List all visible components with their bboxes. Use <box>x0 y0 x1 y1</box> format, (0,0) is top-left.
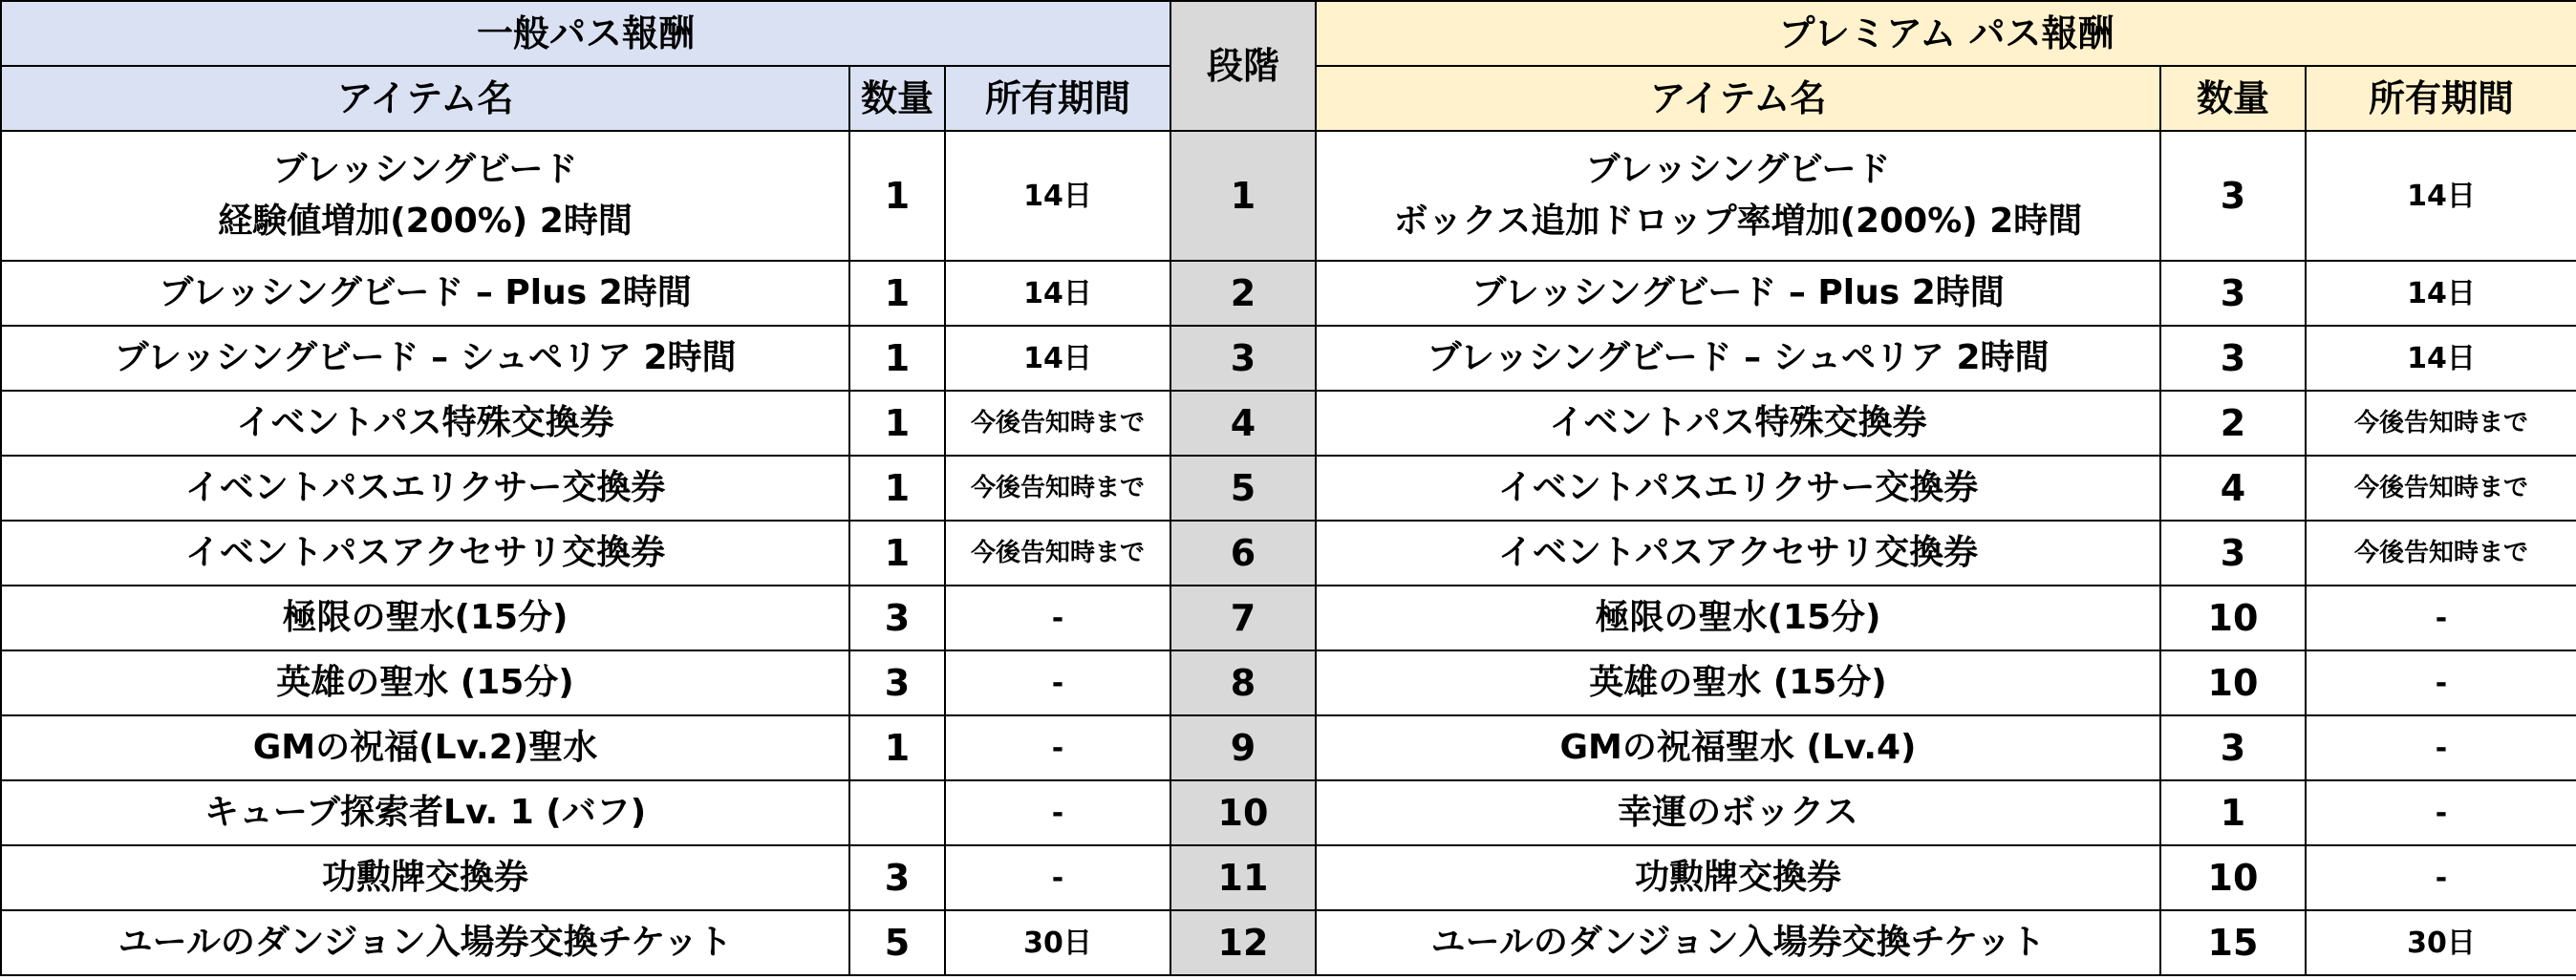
premium-col-qty: 数量 <box>2160 66 2306 131</box>
table-row <box>1 326 2576 391</box>
premium-quantity: 10 <box>2160 845 2306 910</box>
premium-period: 14日 <box>2306 261 2576 326</box>
premium-item-name <box>1316 131 2160 261</box>
general-period: 14日 <box>945 131 1170 261</box>
item-name-line1: ブレッシングビード <box>272 150 578 189</box>
general-quantity: 3 <box>849 586 945 650</box>
premium-quantity: 10 <box>2160 586 2306 650</box>
header-row-titles <box>1 1 2576 66</box>
table-row <box>1 521 2576 586</box>
premium-period: 今後告知時まで <box>2306 456 2576 521</box>
general-item-name: GMの祝福(Lv.2)聖水 <box>1 715 849 780</box>
stage-number: 7 <box>1170 586 1316 650</box>
table-row <box>1 715 2576 780</box>
general-item-name: 英雄の聖水 (15分) <box>1 650 849 715</box>
general-period: - <box>945 780 1170 845</box>
item-name-line2: ボックス追加ドロップ率増加(200%) 2時間 <box>1393 202 2083 241</box>
premium-item-name: 功勲牌交換券 <box>1316 845 2160 910</box>
stage-number: 2 <box>1170 261 1316 326</box>
table-row <box>1 650 2576 715</box>
premium-period: - <box>2306 845 2576 910</box>
general-period: 今後告知時まで <box>945 456 1170 521</box>
general-quantity: 1 <box>849 391 945 456</box>
general-item-name <box>1 131 849 261</box>
stage-number: 4 <box>1170 391 1316 456</box>
premium-quantity: 15 <box>2160 910 2306 975</box>
stage-number: 11 <box>1170 845 1316 910</box>
general-quantity: 1 <box>849 521 945 586</box>
general-quantity: 1 <box>849 715 945 780</box>
premium-quantity: 4 <box>2160 456 2306 521</box>
premium-quantity: 3 <box>2160 131 2306 261</box>
premium-pass-title: プレミアム パス報酬 <box>1316 1 2576 66</box>
general-item-name: イベントパスエリクサー交換券 <box>1 456 849 521</box>
premium-period: 14日 <box>2306 326 2576 391</box>
premium-period: - <box>2306 715 2576 780</box>
table-row <box>1 586 2576 650</box>
table-row <box>1 456 2576 521</box>
premium-quantity: 10 <box>2160 650 2306 715</box>
general-period: 30日 <box>945 910 1170 975</box>
general-item-name: ブレッシングビード – シュペリア 2時間 <box>1 326 849 391</box>
general-item-name: イベントパスアクセサリ交換券 <box>1 521 849 586</box>
premium-col-period: 所有期間 <box>2306 66 2576 131</box>
premium-quantity: 3 <box>2160 521 2306 586</box>
general-period: - <box>945 845 1170 910</box>
stage-number: 5 <box>1170 456 1316 521</box>
general-quantity: 3 <box>849 650 945 715</box>
general-item-name: 極限の聖水(15分) <box>1 586 849 650</box>
premium-quantity: 2 <box>2160 391 2306 456</box>
general-item-name: ユールのダンジョン入場券交換チケット <box>1 910 849 975</box>
premium-quantity: 3 <box>2160 261 2306 326</box>
general-col-period: 所有期間 <box>945 66 1170 131</box>
table-row <box>1 845 2576 910</box>
general-quantity: 3 <box>849 845 945 910</box>
premium-item-name: ブレッシングビード – シュペリア 2時間 <box>1316 326 2160 391</box>
premium-period: - <box>2306 780 2576 845</box>
general-period: - <box>945 650 1170 715</box>
general-item-name: キューブ探索者Lv. 1 (バフ) <box>1 780 849 845</box>
general-col-item: アイテム名 <box>1 66 849 131</box>
general-col-qty: 数量 <box>849 66 945 131</box>
stage-number: 9 <box>1170 715 1316 780</box>
general-pass-title: 一般パス報酬 <box>1 1 1170 66</box>
general-quantity: 1 <box>849 261 945 326</box>
stage-number: 12 <box>1170 910 1316 975</box>
general-quantity <box>849 780 945 845</box>
item-name-line2: 経験値増加(200%) 2時間 <box>218 202 633 241</box>
stage-number: 10 <box>1170 780 1316 845</box>
table-row <box>1 261 2576 326</box>
premium-item-name: ユールのダンジョン入場券交換チケット <box>1316 910 2160 975</box>
general-quantity: 1 <box>849 131 945 261</box>
premium-period: 今後告知時まで <box>2306 521 2576 586</box>
general-period: 今後告知時まで <box>945 521 1170 586</box>
general-period: - <box>945 715 1170 780</box>
premium-item-name: 幸運のボックス <box>1316 780 2160 845</box>
premium-item-name: イベントパスエリクサー交換券 <box>1316 456 2160 521</box>
premium-item-name: イベントパスアクセサリ交換券 <box>1316 521 2160 586</box>
general-item-name: ブレッシングビード – Plus 2時間 <box>1 261 849 326</box>
premium-item-name: 極限の聖水(15分) <box>1316 586 2160 650</box>
general-quantity: 5 <box>849 910 945 975</box>
table-row <box>1 780 2576 845</box>
general-period: - <box>945 586 1170 650</box>
item-name-line1: ブレッシングビード <box>1585 150 1891 189</box>
premium-item-name: ブレッシングビード – Plus 2時間 <box>1316 261 2160 326</box>
premium-item-name: GMの祝福聖水 (Lv.4) <box>1316 715 2160 780</box>
premium-period: 今後告知時まで <box>2306 391 2576 456</box>
general-quantity: 1 <box>849 326 945 391</box>
premium-quantity: 3 <box>2160 326 2306 391</box>
stage-number: 3 <box>1170 326 1316 391</box>
table-row <box>1 391 2576 456</box>
general-item-name: イベントパス特殊交換券 <box>1 391 849 456</box>
stage-number: 8 <box>1170 650 1316 715</box>
premium-period: - <box>2306 586 2576 650</box>
table-row <box>1 910 2576 975</box>
premium-item-name: イベントパス特殊交換券 <box>1316 391 2160 456</box>
general-item-name: 功勲牌交換券 <box>1 845 849 910</box>
general-period: 14日 <box>945 261 1170 326</box>
stage-number: 6 <box>1170 521 1316 586</box>
premium-period: 30日 <box>2306 910 2576 975</box>
stage-number: 1 <box>1170 131 1316 261</box>
premium-quantity: 3 <box>2160 715 2306 780</box>
premium-quantity: 1 <box>2160 780 2306 845</box>
premium-col-item: アイテム名 <box>1316 66 2160 131</box>
table-row <box>1 131 2576 261</box>
stage-header: 段階 <box>1170 1 1316 131</box>
general-period: 14日 <box>945 326 1170 391</box>
premium-item-name: 英雄の聖水 (15分) <box>1316 650 2160 715</box>
general-period: 今後告知時まで <box>945 391 1170 456</box>
general-quantity: 1 <box>849 456 945 521</box>
premium-period: - <box>2306 650 2576 715</box>
premium-period: 14日 <box>2306 131 2576 261</box>
